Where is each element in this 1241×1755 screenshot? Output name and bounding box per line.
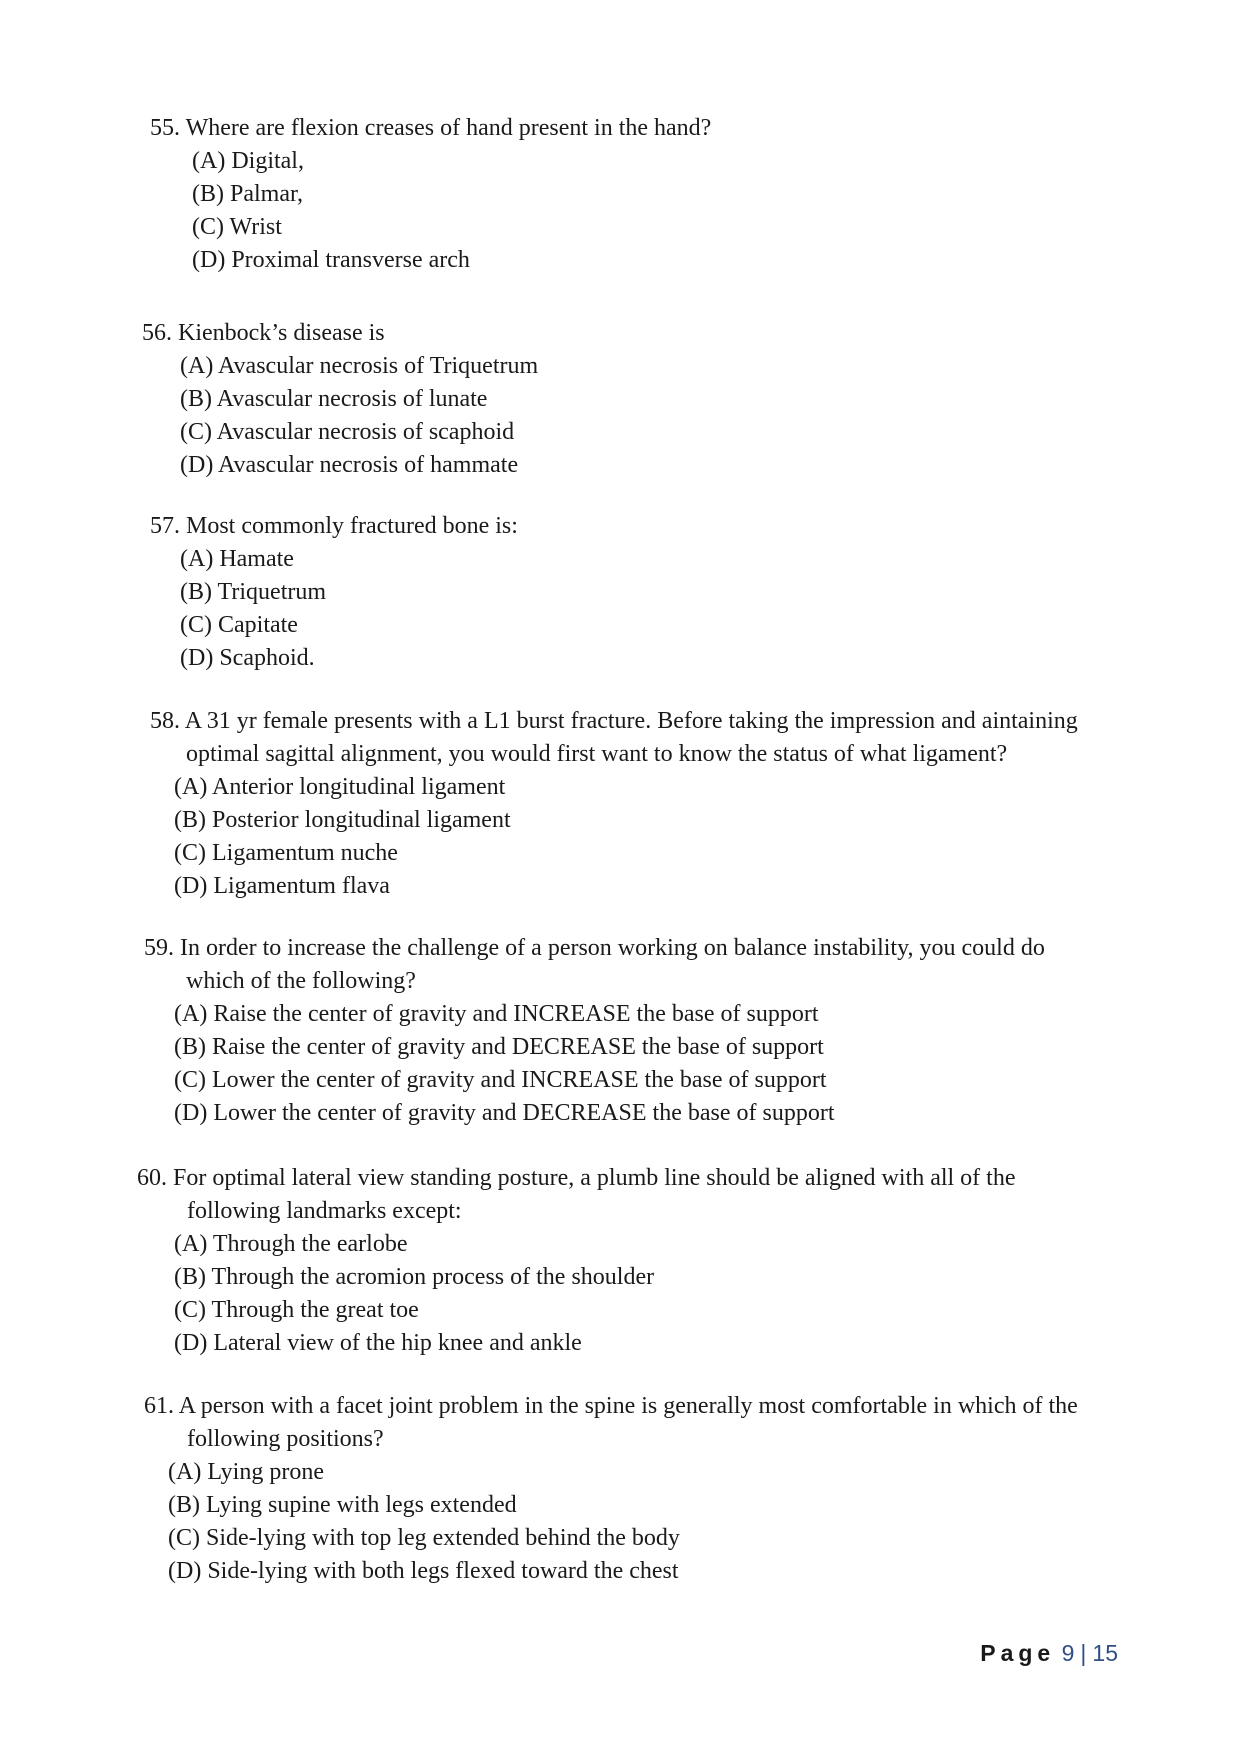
question-number: 61. [144, 1393, 174, 1419]
option-b: (B) Posterior longitudinal ligament [174, 807, 511, 833]
option-d: (D) Scaphoid. [180, 645, 315, 671]
question-number: 59. [144, 935, 174, 961]
option-a: (A) Anterior longitudinal ligament [174, 774, 506, 800]
page-number: 9 [1061, 1640, 1075, 1666]
option-d: (D) Ligamentum flava [174, 873, 390, 899]
question-stem: For optimal lateral view standing posture, a plumb line should be aligned with all of the [173, 1165, 1016, 1191]
question-stem-continued: following landmarks except: [187, 1198, 462, 1224]
option-a: (A) Hamate [180, 546, 294, 572]
option-d: (D) Proximal transverse arch [192, 247, 470, 273]
option-c: (C) Lower the center of gravity and INCREASE the base of support [174, 1067, 827, 1093]
option-d: (D) Lateral view of the hip knee and ankle [174, 1330, 582, 1356]
page-footer [980, 1640, 1118, 1667]
question-number: 56. [142, 320, 172, 346]
question-number: 58. [150, 708, 180, 734]
question-number: 57. [150, 513, 180, 539]
question-stem-continued: which of the following? [186, 968, 416, 994]
option-c: (C) Wrist [192, 214, 282, 240]
question-stem: In order to increase the challenge of a person working on balance instability, you could do [180, 935, 1045, 961]
question-stem: Most commonly fractured bone is: [186, 513, 518, 539]
option-b: (B) Through the acromion process of the shoulder [174, 1264, 655, 1290]
option-b: (B) Avascular necrosis of lunate [180, 386, 488, 412]
option-c: (C) Through the great toe [174, 1297, 419, 1323]
page-total: 15 [1092, 1640, 1118, 1666]
page-separator: | [1080, 1640, 1087, 1666]
option-c: (C) Capitate [180, 612, 298, 638]
option-a: (A) Raise the center of gravity and INCREASE the base of support [174, 1001, 819, 1027]
option-c: (C) Ligamentum nuche [174, 840, 398, 866]
page-label: Page [980, 1640, 1056, 1666]
option-b: (B) Palmar, [192, 181, 304, 207]
question-stem: Kienbock’s disease is [178, 320, 385, 346]
question-stem: Where are flexion creases of hand present in the hand? [185, 115, 712, 141]
option-c: (C) Avascular necrosis of scaphoid [180, 419, 515, 445]
option-a: (A) Lying prone [168, 1459, 324, 1485]
question-number: 60. [137, 1165, 167, 1191]
option-c: (C) Side-lying with top leg extended behind the body [168, 1525, 680, 1551]
question-55 [150, 112, 711, 277]
question-stem: A 31 yr female presents with a L1 burst fracture. Before taking the impression and aintaining [184, 708, 1078, 734]
option-a: (A) Digital, [192, 148, 304, 174]
question-58 [150, 705, 1078, 903]
option-b: (B) Triquetrum [180, 579, 327, 605]
question-number: 55. [150, 115, 180, 141]
question-56 [142, 317, 538, 482]
option-b: (B) Raise the center of gravity and DECREASE the base of support [174, 1034, 824, 1060]
question-57 [150, 510, 518, 675]
question-stem-continued: optimal sagittal alignment, you would first want to know the status of what ligament? [186, 741, 1008, 767]
option-a: (A) Through the earlobe [174, 1231, 408, 1257]
option-d: (D) Side-lying with both legs flexed toward the chest [168, 1558, 679, 1584]
option-d: (D) Lower the center of gravity and DECREASE the base of support [174, 1100, 835, 1126]
question-61 [144, 1390, 1078, 1588]
question-stem: A person with a facet joint problem in the spine is generally most comfortable in which of the [178, 1393, 1078, 1419]
option-a: (A) Avascular necrosis of Triquetrum [180, 353, 539, 379]
option-d: (D) Avascular necrosis of hammate [180, 452, 519, 478]
question-59 [144, 932, 1045, 1130]
question-stem-continued: following positions? [187, 1426, 384, 1452]
question-60 [137, 1162, 1016, 1360]
option-b: (B) Lying supine with legs extended [168, 1492, 517, 1518]
